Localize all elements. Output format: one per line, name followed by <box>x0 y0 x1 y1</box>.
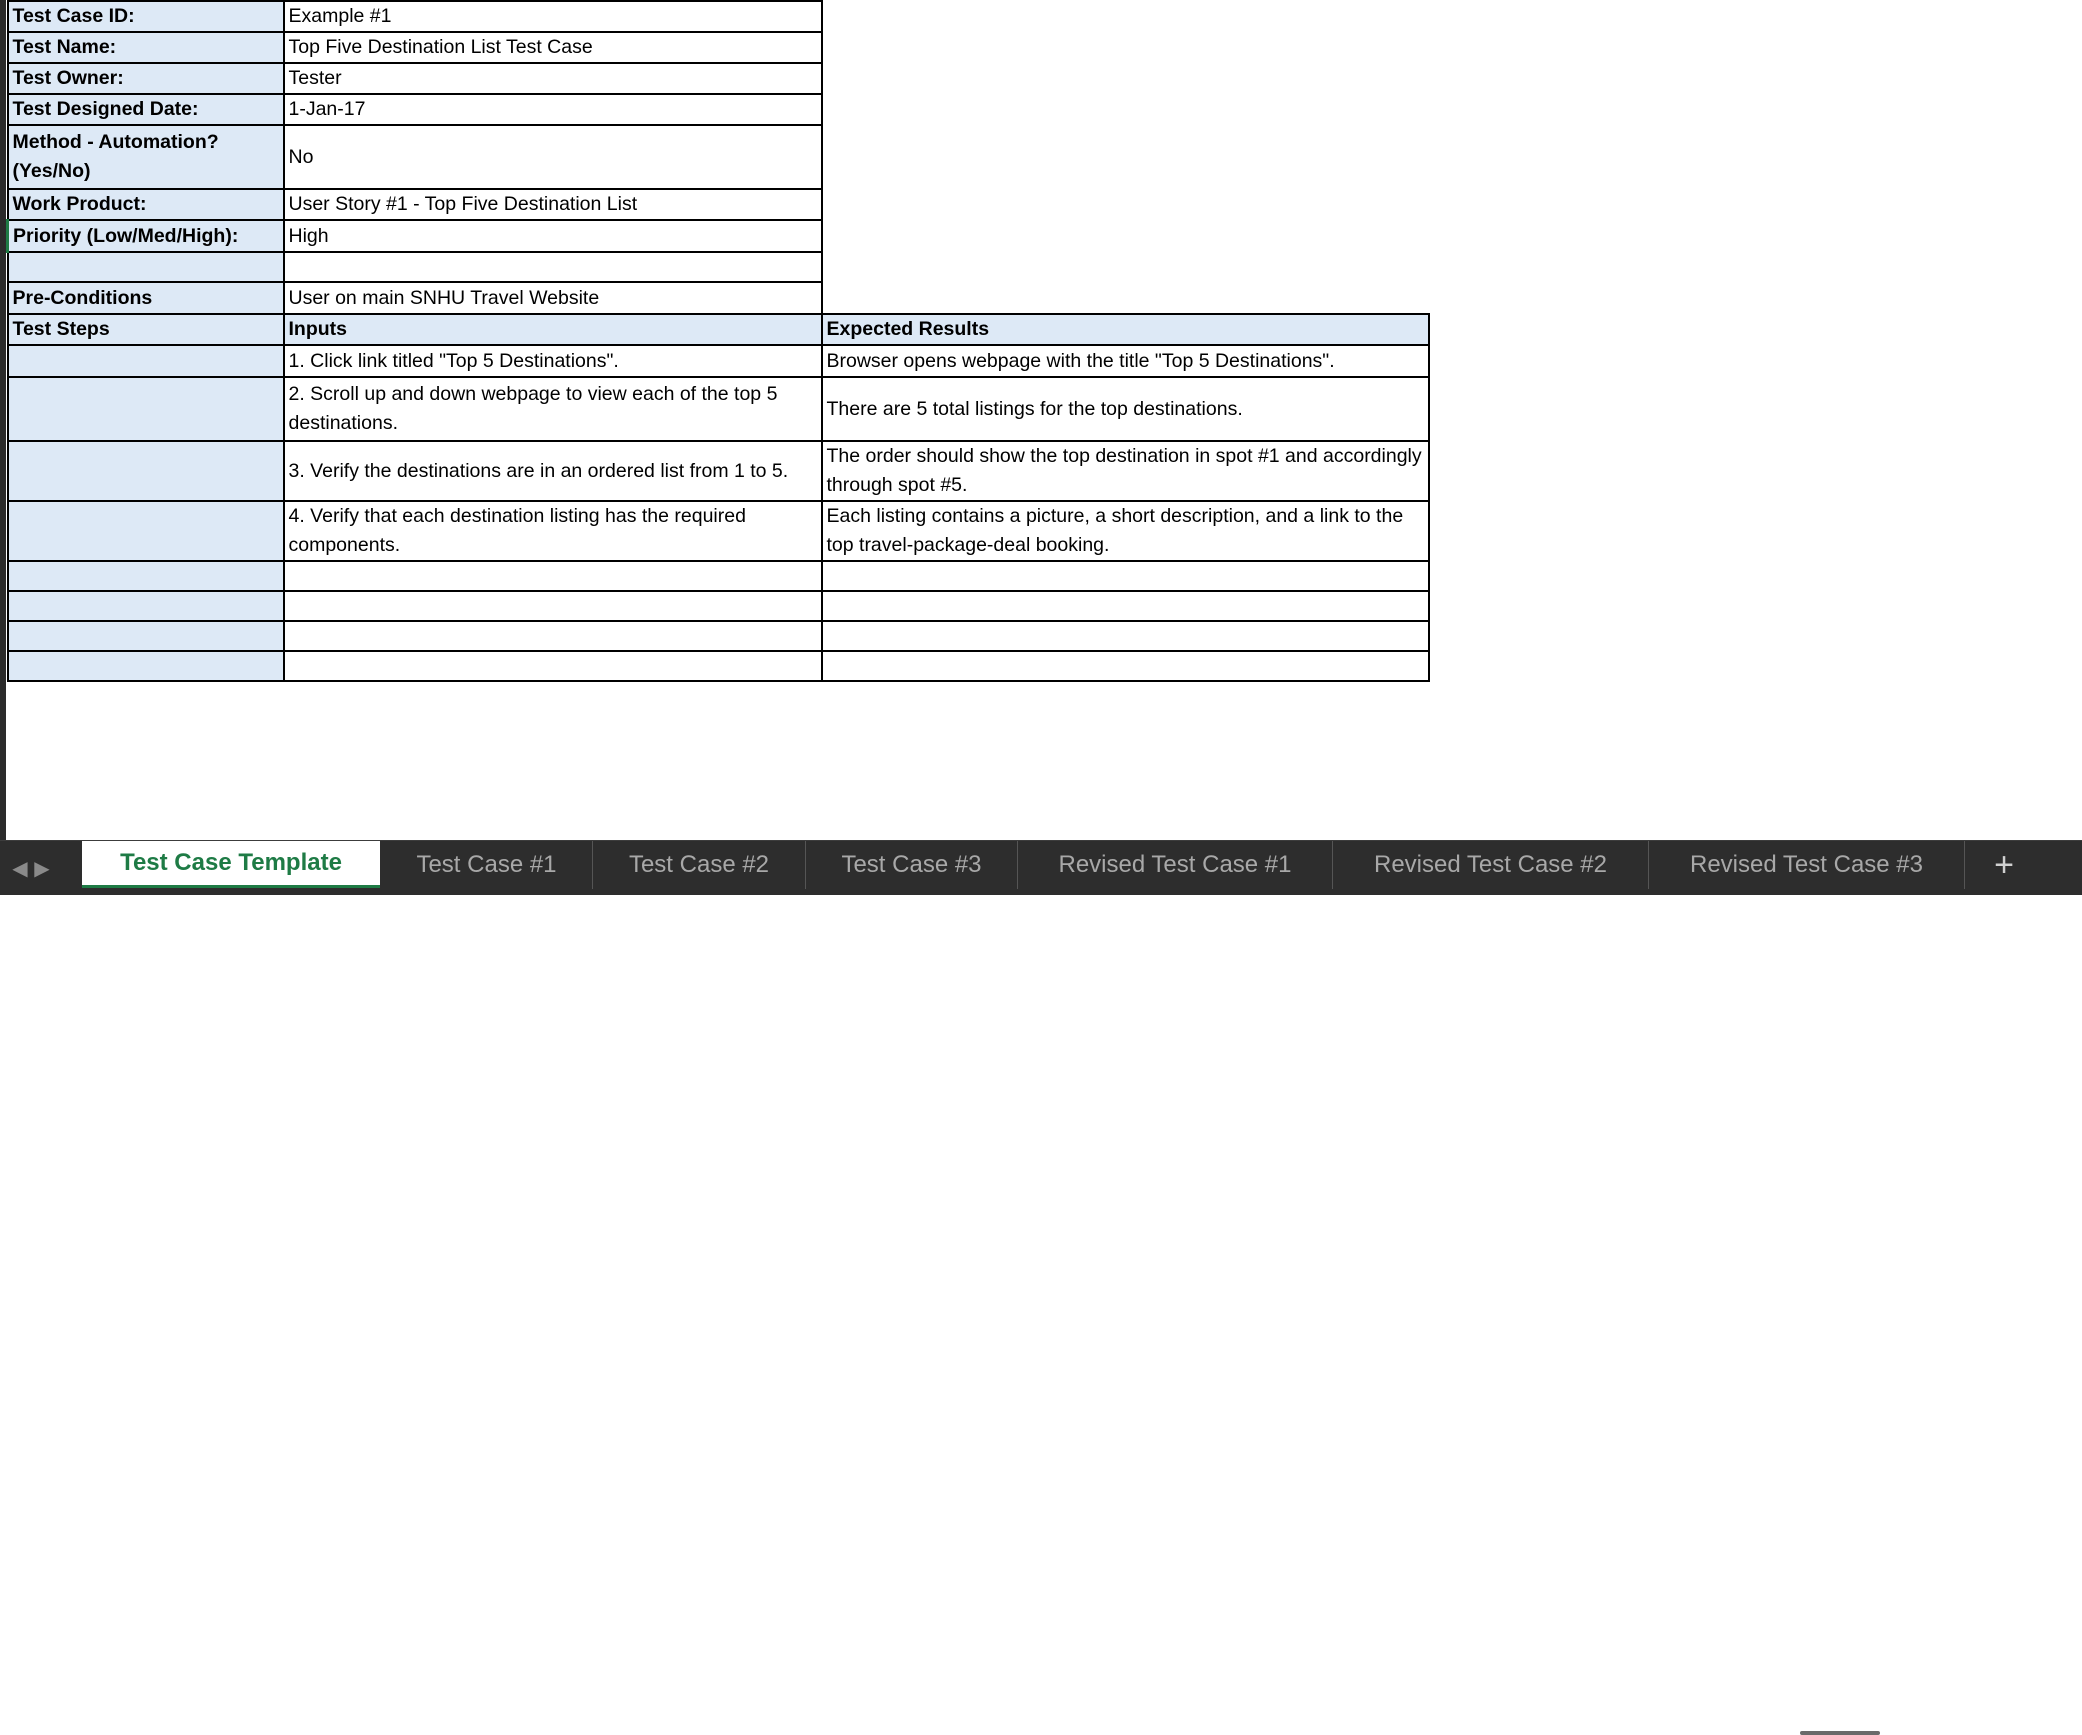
cell-value[interactable]: User Story #1 - Top Five Destination List <box>284 189 822 220</box>
row-step-empty <box>8 621 1429 651</box>
row-work-product <box>8 189 1429 220</box>
row-step-1 <box>8 345 1429 377</box>
header-inputs[interactable]: Inputs <box>284 314 822 345</box>
cell-expected[interactable]: There are 5 total listings for the top destinations. <box>822 377 1429 441</box>
cell-input[interactable]: 3. Verify the destinations are in an ordered list from 1 to 5. <box>284 441 822 501</box>
row-method-automation <box>8 125 1429 189</box>
cell-expected[interactable]: Each listing contains a picture, a short description, and a link to the top travel-package-deal booking. <box>822 501 1429 561</box>
cell-value[interactable] <box>284 252 822 282</box>
header-expected-results[interactable]: Expected Results <box>822 314 1429 345</box>
cell-step-label[interactable] <box>8 651 284 681</box>
cell-empty[interactable] <box>822 252 1429 282</box>
cell-step-label[interactable] <box>8 377 284 441</box>
cell-value[interactable]: High <box>284 220 822 252</box>
row-priority <box>8 220 1429 252</box>
cell-value[interactable]: Example #1 <box>284 1 822 32</box>
cell-empty[interactable] <box>822 125 1429 189</box>
row-pre-conditions <box>8 282 1429 314</box>
sheet-tab-bar <box>0 840 2082 895</box>
cell-input[interactable] <box>284 621 822 651</box>
cell-value[interactable]: User on main SNHU Travel Website <box>284 282 822 314</box>
cell-label[interactable]: Method - Automation? (Yes/No) <box>8 125 284 189</box>
cell-input[interactable] <box>284 591 822 621</box>
cell-expected[interactable]: The order should show the top destination in spot #1 and accordingly through spot #5. <box>822 441 1429 501</box>
cell-step-label[interactable] <box>8 621 284 651</box>
cell-label[interactable] <box>8 252 284 282</box>
cell-expected[interactable]: Browser opens webpage with the title "Top 5 Destinations". <box>822 345 1429 377</box>
cell-step-label[interactable] <box>8 561 284 591</box>
cell-empty[interactable] <box>822 189 1429 220</box>
cell-step-label[interactable] <box>8 501 284 561</box>
tab-test-case-2[interactable]: Test Case #2 <box>593 841 806 889</box>
cell-label[interactable]: Test Case ID: <box>8 1 284 32</box>
row-step-3 <box>8 441 1429 501</box>
cell-empty[interactable] <box>822 282 1429 314</box>
cell-label[interactable]: Work Product: <box>8 189 284 220</box>
cell-expected[interactable] <box>822 591 1429 621</box>
tab-revised-test-case-3[interactable]: Revised Test Case #3 <box>1649 841 1965 889</box>
next-sheet-icon[interactable]: ▶ <box>34 857 50 880</box>
row-step-2 <box>8 377 1429 441</box>
tab-test-case-template[interactable]: Test Case Template <box>82 841 380 888</box>
tab-test-case-1[interactable]: Test Case #1 <box>381 841 593 889</box>
row-step-4 <box>8 501 1429 561</box>
cell-label[interactable]: Pre-Conditions <box>8 282 284 314</box>
tab-revised-test-case-2[interactable]: Revised Test Case #2 <box>1333 841 1649 889</box>
cell-input[interactable]: 2. Scroll up and down webpage to view each of the top 5 destinations. <box>284 377 822 441</box>
row-test-owner <box>8 63 1429 94</box>
prev-sheet-icon[interactable]: ◀ <box>12 857 28 880</box>
cell-empty[interactable] <box>822 1 1429 32</box>
cell-empty[interactable] <box>822 32 1429 63</box>
cell-empty[interactable] <box>822 63 1429 94</box>
cell-input[interactable]: 1. Click link titled "Top 5 Destinations". <box>284 345 822 377</box>
add-sheet-icon[interactable]: + <box>1994 845 2014 884</box>
cell-value[interactable]: No <box>284 125 822 189</box>
cell-label[interactable]: Priority (Low/Med/High): <box>8 220 284 252</box>
row-test-name <box>8 32 1429 63</box>
cell-empty[interactable] <box>822 220 1429 252</box>
cell-label[interactable]: Test Name: <box>8 32 284 63</box>
cell-step-label[interactable] <box>8 345 284 377</box>
cell-value[interactable]: Tester <box>284 63 822 94</box>
cell-expected[interactable] <box>822 561 1429 591</box>
tab-test-case-3[interactable]: Test Case #3 <box>806 841 1018 889</box>
row-test-designed-date <box>8 94 1429 125</box>
cell-input[interactable]: 4. Verify that each destination listing has the required components. <box>284 501 822 561</box>
horizontal-scrollbar[interactable] <box>1800 1731 1880 1735</box>
cell-input[interactable] <box>284 651 822 681</box>
test-case-sheet <box>6 0 1430 682</box>
cell-value[interactable]: Top Five Destination List Test Case <box>284 32 822 63</box>
header-test-steps[interactable]: Test Steps <box>8 314 284 345</box>
cell-empty[interactable] <box>822 94 1429 125</box>
row-step-empty <box>8 591 1429 621</box>
cell-input[interactable] <box>284 561 822 591</box>
row-test-case-id <box>8 1 1429 32</box>
row-step-empty <box>8 561 1429 591</box>
cell-expected[interactable] <box>822 621 1429 651</box>
cell-value[interactable]: 1-Jan-17 <box>284 94 822 125</box>
cell-step-label[interactable] <box>8 441 284 501</box>
cell-step-label[interactable] <box>8 591 284 621</box>
row-steps-header <box>8 314 1429 345</box>
cell-label[interactable]: Test Designed Date: <box>8 94 284 125</box>
cell-expected[interactable] <box>822 651 1429 681</box>
row-spacer <box>8 252 1429 282</box>
tab-revised-test-case-1[interactable]: Revised Test Case #1 <box>1018 841 1333 889</box>
cell-label[interactable]: Test Owner: <box>8 63 284 94</box>
row-step-empty <box>8 651 1429 681</box>
